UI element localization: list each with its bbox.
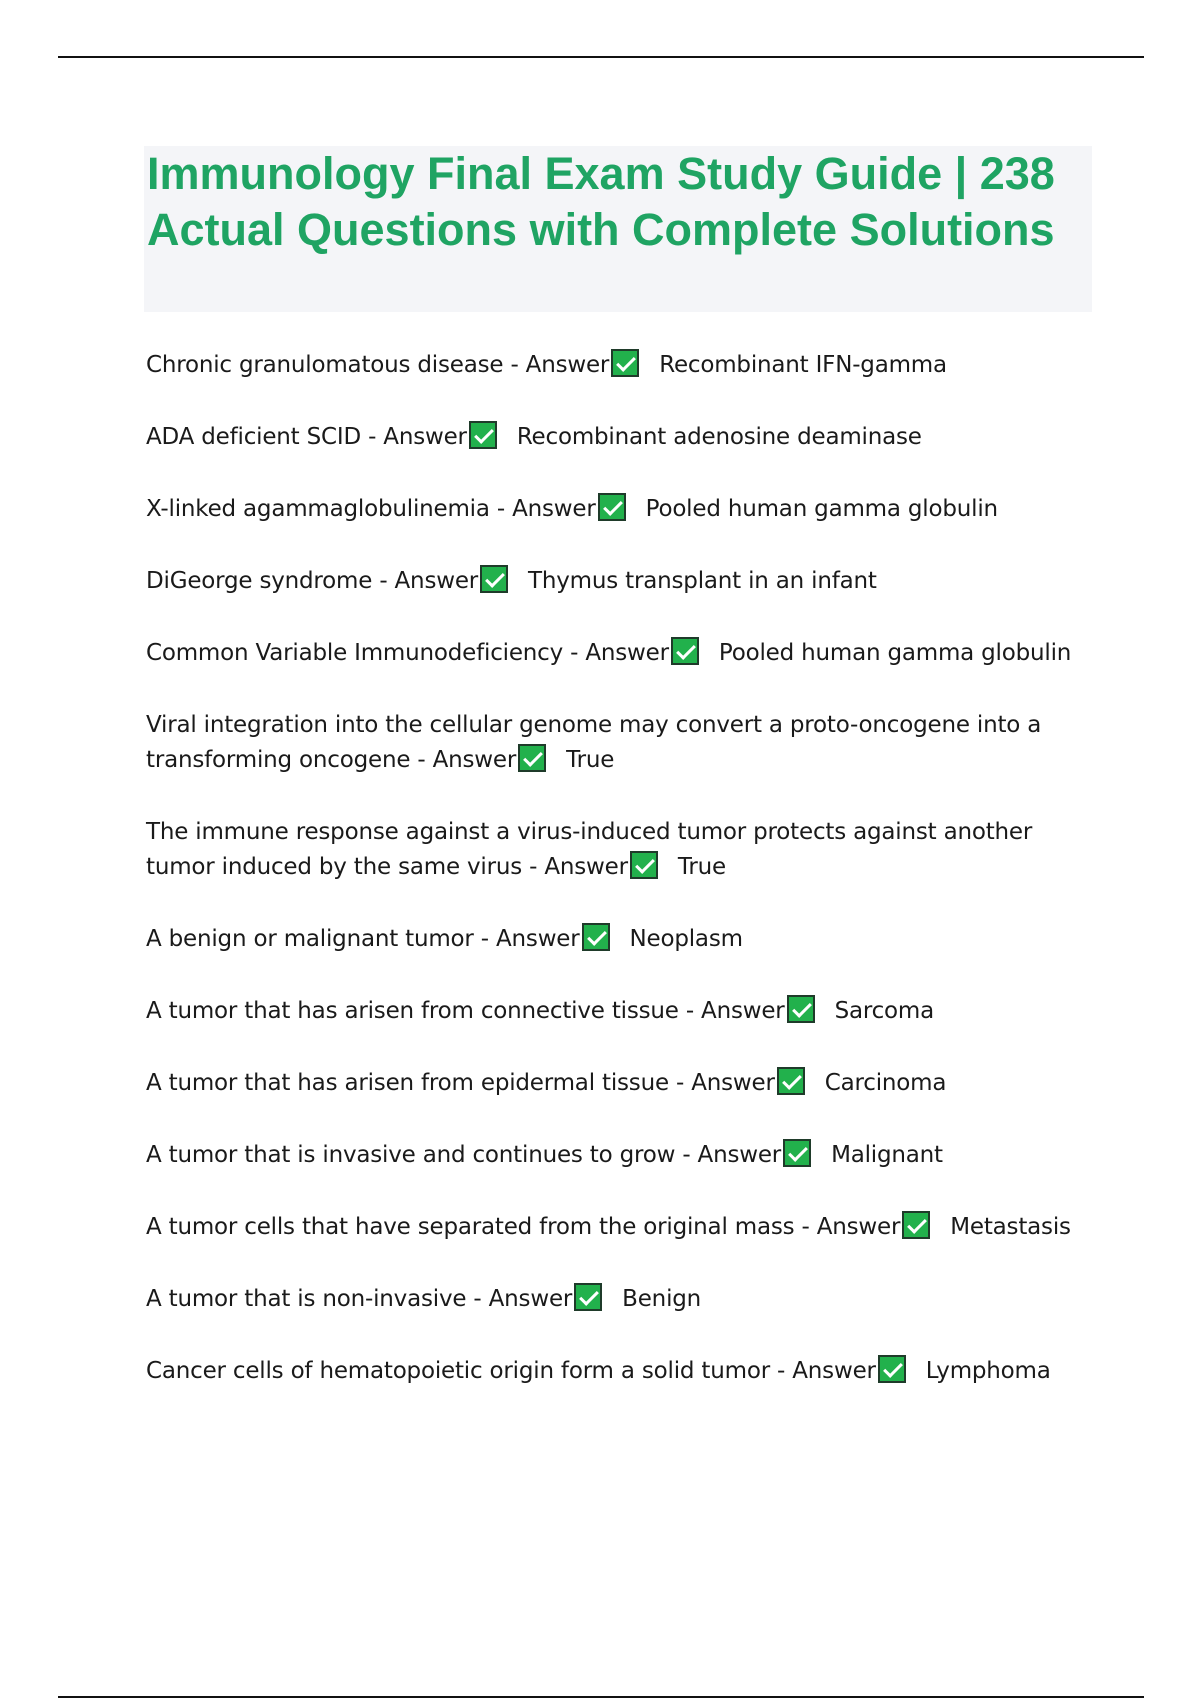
qa-item [146,636,1094,671]
check-mark-icon [787,995,815,1023]
bottom-rule [58,1696,1144,1698]
check-mark-icon [878,1355,906,1383]
check-mark-icon [630,851,658,879]
question-text: ADA deficient SCID - Answer [146,424,467,450]
qa-item [146,564,1094,599]
qa-item [146,994,1094,1029]
question-text: The immune response against a virus-induced tumor protects against another tumor induced by the same virus - Answer [146,819,1033,880]
qa-item [146,492,1094,527]
check-mark-icon [777,1067,805,1095]
answer-text: True [566,747,615,773]
qa-item [146,1282,1094,1317]
answer-text: Pooled human gamma globulin [645,496,998,522]
question-text: A benign or malignant tumor - Answer [146,926,580,952]
check-mark-icon [611,349,639,377]
check-mark-icon [582,923,610,951]
question-text: A tumor that has arisen from connective tissue - Answer [146,998,785,1024]
answer-text: Benign [622,1286,702,1312]
check-mark-icon [574,1283,602,1311]
qa-item [146,1354,1094,1389]
question-text: Cancer cells of hematopoietic origin form a solid tumor - Answer [146,1358,876,1384]
answer-text: Carcinoma [824,1070,947,1096]
question-text: Chronic granulomatous disease - Answer [146,352,610,378]
qa-item [146,1210,1094,1245]
answer-text: Metastasis [950,1214,1071,1240]
check-mark-icon [671,637,699,665]
check-mark-icon [783,1139,811,1167]
qa-item [146,708,1094,778]
qa-item [146,420,1094,455]
answer-text: Malignant [831,1142,943,1168]
question-text: A tumor cells that have separated from the original mass - Answer [146,1214,901,1240]
question-text: Common Variable Immunodeficiency - Answer [146,640,669,666]
check-mark-icon [518,744,546,772]
check-mark-icon [902,1211,930,1239]
question-text: A tumor that has arisen from epidermal tissue - Answer [146,1070,775,1096]
qa-list [146,348,1094,1426]
answer-text: True [677,854,726,880]
question-text: Viral integration into the cellular genome may convert a proto-oncogene into a transforming oncogene - Answer [146,712,1042,773]
qa-item [146,1066,1094,1101]
document-title: Immunology Final Exam Study Guide | 238 Actual Questions with Complete Solutions [147,148,1055,255]
answer-text: Lymphoma [925,1358,1051,1384]
answer-text: Neoplasm [629,926,743,952]
qa-item [146,348,1094,383]
top-rule [58,56,1144,58]
qa-item [146,1138,1094,1173]
question-text: A tumor that is non-invasive - Answer [146,1286,573,1312]
answer-text: Sarcoma [834,998,935,1024]
check-mark-icon [480,565,508,593]
answer-text: Recombinant adenosine deaminase [516,424,922,450]
question-text: A tumor that is invasive and continues to grow - Answer [146,1142,782,1168]
check-mark-icon [598,493,626,521]
qa-item [146,815,1094,885]
check-mark-icon [469,421,497,449]
question-text: DiGeorge syndrome - Answer [146,568,479,594]
answer-text: Thymus transplant in an infant [528,568,877,594]
title-banner [144,146,1092,312]
qa-item [146,922,1094,957]
question-text: X-linked agammaglobulinemia - Answer [146,496,596,522]
answer-text: Recombinant IFN-gamma [659,352,947,378]
answer-text: Pooled human gamma globulin [718,640,1072,666]
